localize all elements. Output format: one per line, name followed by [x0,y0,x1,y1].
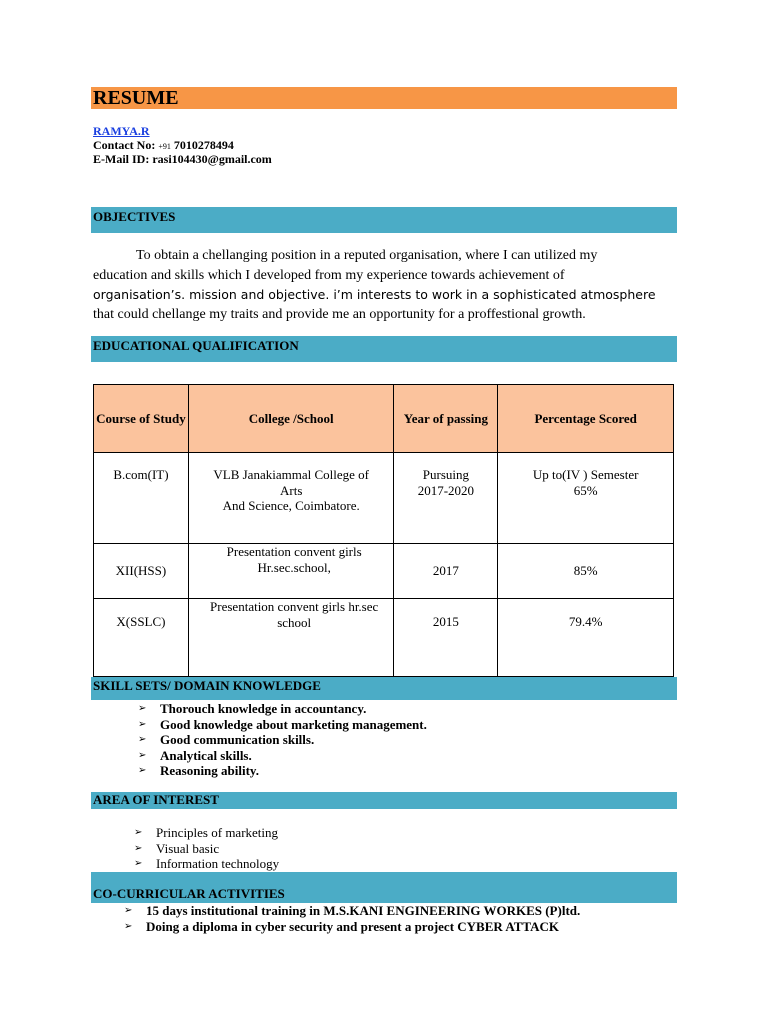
college-line: Arts [279,482,303,498]
activities-list [124,903,581,934]
arrow-bullet-icon: ➢ [124,920,133,932]
skills-list [138,701,427,779]
objectives-bar [91,207,677,233]
objective-line-3: organisation’s. mission and objective. i’m interests to work in a sophisticated atmosphere [93,287,656,302]
interest-text: Visual basic [156,840,220,856]
header-college: College /School [188,385,394,453]
arrow-bullet-icon: ➢ [138,703,147,714]
interest-text: Principles of marketing [156,825,279,840]
score-line: 65% [573,482,598,498]
skill-text: Good knowledge about marketing management. [160,716,427,732]
contact-label: Contact No: [93,138,156,152]
objectives-heading: OBJECTIVES [93,209,176,224]
list-item [138,763,427,779]
college-line: Presentation convent girls hr.sec [210,599,379,614]
college-cell [188,453,394,544]
page-title: RESUME [93,87,179,109]
college-line: And Science, Coimbatore. [222,498,360,513]
year-cell [394,453,498,544]
header-score: Percentage Scored [498,385,674,453]
list-item [138,716,427,733]
arrow-bullet-icon: ➢ [124,905,133,916]
list-item [138,732,427,748]
list-item [124,903,581,919]
objective-line-1: To obtain a chellanging position in a reputed organisation, where I can utilized my [136,248,598,263]
title-bar [91,87,677,109]
list-item [134,856,280,872]
list-item [134,840,279,857]
skill-text: Good communication skills. [160,732,315,747]
list-item [134,825,279,841]
score-cell: 85% [498,544,674,599]
year-line: 2017-2020 [417,482,475,498]
college-cell [188,599,394,677]
score-cell: 79.4% [498,599,674,677]
score-line: Up to(IV ) Semester [532,467,639,482]
skills-heading: SKILL SETS/ DOMAIN KNOWLEDGE [93,678,321,693]
country-code: +91 [158,142,171,151]
score-cell [498,453,674,544]
arrow-bullet-icon: ➢ [138,749,147,761]
list-item [138,701,427,717]
education-table [93,384,674,677]
interest-heading: AREA OF INTEREST [93,792,219,807]
objective-line-4: that could chellange my traits and provide me an opportunity for a proffestional growth. [93,306,586,322]
objective-text [93,246,683,324]
arrow-bullet-icon: ➢ [134,827,143,838]
college-line: school [277,614,312,630]
header-course: Course of Study [94,385,189,453]
college-line: Hr.sec.school, [257,559,331,575]
email-address: E-Mail ID: rasi104430@gmail.com [93,152,272,166]
header-year: Year of passing [394,385,498,453]
list-item [124,918,580,935]
activities-heading: CO-CURRICULAR ACTIVITIES [93,886,285,901]
arrow-bullet-icon: ➢ [138,734,147,745]
year-line: Pursuing [422,467,470,482]
course-cell: X(SSLC) [94,599,189,677]
skill-text: Thorouch knowledge in accountancy. [160,701,367,716]
table-row [94,544,674,599]
arrow-bullet-icon: ➢ [138,765,147,776]
year-cell: 2015 [394,599,498,677]
college-cell [188,544,394,599]
course-cell: XII(HSS) [94,544,189,599]
objective-line-2: education and skills which I developed from my experience towards achievement of [93,267,565,283]
arrow-bullet-icon: ➢ [138,718,147,730]
table-row [94,453,674,544]
interest-list [134,825,280,872]
arrow-bullet-icon: ➢ [134,858,143,869]
table-row [94,599,674,677]
year-cell: 2017 [394,544,498,599]
table-header-row [94,385,674,453]
education-heading: EDUCATIONAL QUALIFICATION [93,338,299,353]
arrow-bullet-icon: ➢ [134,842,143,854]
skill-text: Analytical skills. [160,747,252,763]
college-line: Presentation convent girls [226,544,362,559]
course-cell: B.com(IT) [94,453,189,544]
list-item [138,747,427,764]
interest-text: Information technology [156,856,280,871]
candidate-name: RAMYA.R [93,124,150,138]
college-line: VLB Janakiammal College of [213,467,369,482]
phone-number: 7010278494 [173,138,234,152]
skill-text: Reasoning ability. [160,763,259,778]
activity-text: 15 days institutional training in M.S.KANI ENGINEERING WORKES (P)ltd. [146,903,581,918]
activity-text: Doing a diploma in cyber security and present a project CYBER ATTACK [146,918,560,934]
